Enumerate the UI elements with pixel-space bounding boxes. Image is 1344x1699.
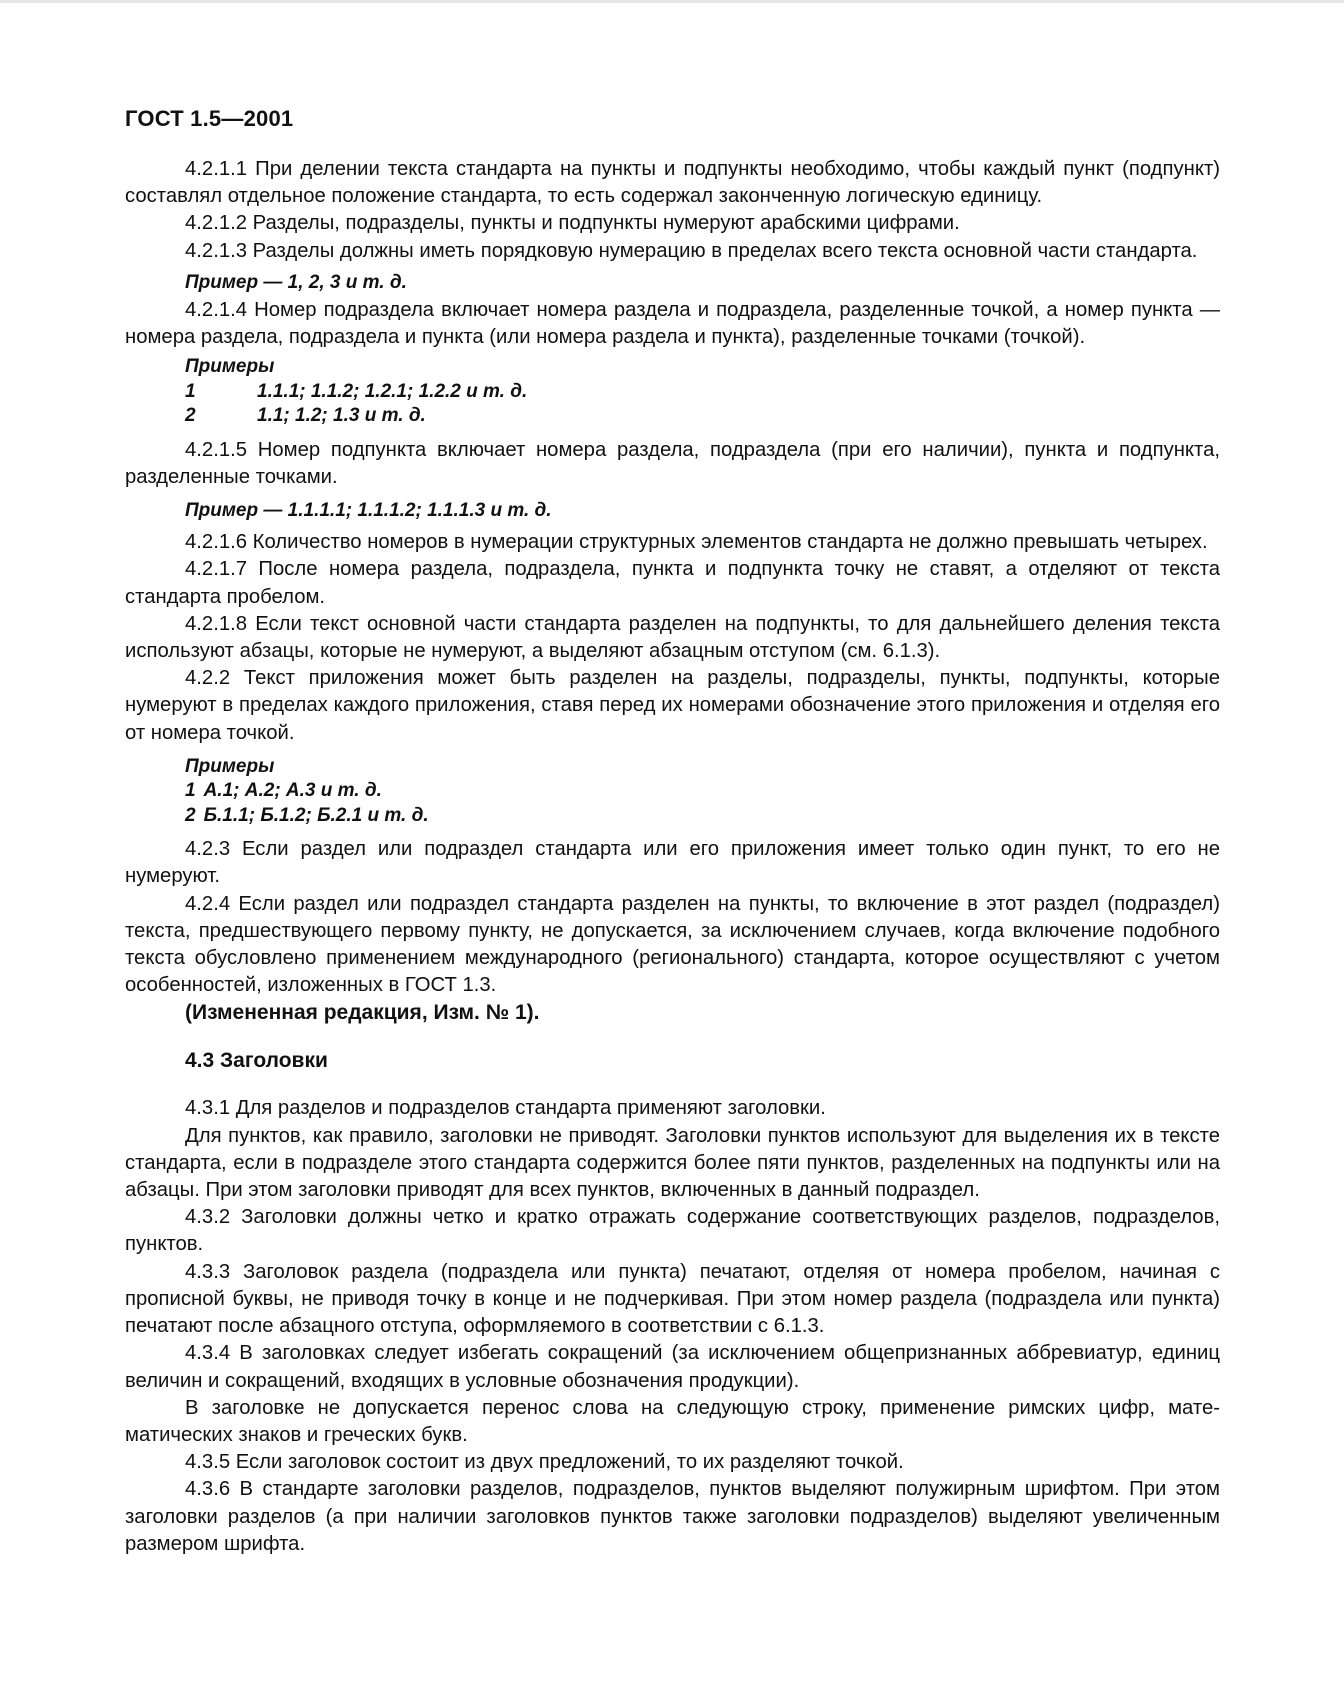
paragraph-4-2-3: 4.2.3 Если раздел или подраздел стандарта или его приложения имеет только один пункт, то его не нумеруют.	[125, 838, 1220, 888]
example-row	[185, 779, 1220, 804]
example-4-2-1-3: Пример — 1, 2, 3 и т. д.	[185, 271, 407, 293]
paragraph-4-2-1-7: 4.2.1.7 После номера раздела, подраздела, пункта и подпункта точку не ставят, а отделяют от текста стандарта пробелом.	[125, 558, 1220, 608]
example-row	[185, 380, 1220, 405]
example-number: 2	[185, 804, 196, 826]
example-4-2-1-5: Пример — 1.1.1.1; 1.1.1.2; 1.1.1.3 и т. д.	[185, 500, 552, 522]
examples-title: Примеры	[185, 356, 275, 378]
example-text: 1.1; 1.2; 1.3 и т. д.	[257, 405, 426, 427]
paragraph-4-3-3: 4.3.3 Заголовок раздела (подраздела или пункта) печатают, отделяя от номера пробелом, начиная с прописной буквы, не приводя точку в конце и не подчеркивая. При этом номер раздела (подраздела или пункта) печатают после абзацного отступа, оформляемого в соответствии с 6.1.3.	[125, 1260, 1220, 1338]
example-text: 1.1.1; 1.1.2; 1.2.1; 1.2.2 и т. д.	[257, 380, 528, 402]
paragraph-4-2-1-8: 4.2.1.8 Если текст основной части стандарта разделен на подпункты, то для дальнейшего деления текста используют абзацы, которые не нумеруют, а выделяют абзацным отступом (см. 6.1.3).	[125, 612, 1220, 662]
paragraph-4-3-4: 4.3.4 В заголовках следует избегать сокращений (за исключением общепризнанных аббревиатур, единиц величин и сокращений, входящих в условные обозначения продукции).	[125, 1342, 1220, 1392]
document-code-header: ГОСТ 1.5—2001	[125, 106, 294, 131]
examples-4-2-1-4	[125, 355, 1220, 429]
examples-4-2-2	[125, 755, 1220, 829]
paragraph-4-3-1: 4.3.1 Для разделов и подразделов стандарта применяют заголовки.	[185, 1097, 826, 1120]
example-row	[185, 404, 1220, 429]
amendment-note: (Измененная редакция, Изм. № 1).	[185, 1001, 540, 1025]
paragraph-4-2-4: 4.2.4 Если раздел или подраздел стандарта разделен на пункты, то включение в этот раздел (подраздел) текста, предшествующего первому пункту, не допускается, за исключением случаев, когда включение подобного текста обусловлено применением международного (регионального) стандарта, которое осуществляют с учетом особенностей, изложенных в ГОСТ 1.3.	[125, 892, 1220, 997]
example-number: 2	[185, 405, 196, 427]
section-heading-4-3: 4.3 Заголовки	[185, 1049, 328, 1073]
paragraph-4-2-1-1: 4.2.1.1 При делении текста стандарта на пункты и подпункты необходимо, чтобы каждый пункт (подпункт) составлял отдельное положение стандарта, то есть содержал законченную логическую единицу.	[125, 158, 1220, 208]
example-number: 1	[185, 780, 196, 802]
paragraph-4-3-6: 4.3.6 В стандарте заголовки разделов, подразделов, пунктов выделяют полужирным шрифтом. При этом заголовки разделов (а при наличии заголовков пунктов также заголовки подразделов) выделяют увеличенным размером шрифта.	[125, 1478, 1220, 1555]
paragraph-4-2-1-5: 4.2.1.5 Номер подпункта включает номера раздела, подраздела (при его наличии), пункта и подпункта, разделенные точками.	[125, 438, 1220, 488]
document-page	[125, 104, 1220, 1558]
paragraph-4-3-4-continued: В заголовке не допускается перенос слова на следующую строку, применение римских цифр, математических знаков и греческих букв.	[125, 1396, 1220, 1446]
example-number: 1	[185, 380, 196, 402]
paragraph-4-2-1-2: 4.2.1.2 Разделы, подразделы, пункты и подпункты нумеруют арабскими цифрами.	[185, 212, 960, 235]
example-row	[185, 804, 1220, 829]
example-text: Б.1.1; Б.1.2; Б.2.1 и т. д.	[203, 804, 429, 826]
paragraph-4-2-1-4: 4.2.1.4 Номер подраздела включает номера раздела и подраздела, разделенные точкой, а номер пункта — номера раздела, подраздела и пункта (или номера раздела и пункта), разделенные точками (точкой).	[125, 298, 1220, 349]
paragraph-4-2-2: 4.2.2 Текст приложения может быть разделен на разделы, подразделы, пункты, подпункты, которые нумеруют в пределах каждого приложения, ставя перед их номерами обозначение этого приложения и отделяя его от номера точкой.	[125, 667, 1220, 744]
paragraph-4-3-2: 4.3.2 Заголовки должны четко и кратко отражать содержание соответствующих разделов, подразделов, пунктов.	[125, 1206, 1220, 1256]
example-text: А.1; А.2; А.3 и т. д.	[203, 780, 382, 802]
paragraph-4-3-5: 4.3.5 Если заголовок состоит из двух предложений, то их разделяют точкой.	[185, 1451, 904, 1474]
paragraph-4-3-1-continued: Для пунктов, как правило, заголовки не приводят. Заголовки пунктов используют для выделения их в тексте стандарта, если в подразделе этого стандарта содержится более пяти пунктов, разделенных на подпункты или на абзацы. При этом заголовки приводят для всех пунктов, включенных в данный подраздел.	[125, 1124, 1220, 1202]
examples-title: Примеры	[185, 755, 275, 777]
paragraph-4-2-1-6: 4.2.1.6 Количество номеров в нумерации структурных элементов стандарта не должно превышать четырех.	[185, 531, 1208, 554]
page-top-edge	[0, 0, 1344, 3]
paragraph-4-2-1-3: 4.2.1.3 Разделы должны иметь порядковую нумерацию в пределах всего текста основной части стандарта.	[185, 239, 1198, 262]
